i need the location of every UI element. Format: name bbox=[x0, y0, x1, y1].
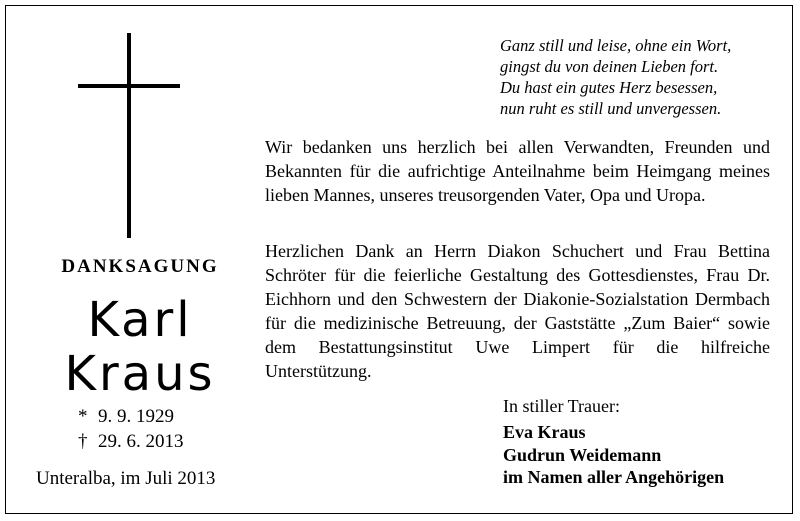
poem-line: Ganz still und leise, ohne ein Wort, bbox=[500, 36, 732, 55]
death-date: 29. 6. 2013 bbox=[98, 431, 184, 452]
birth-symbol: * bbox=[78, 406, 88, 427]
cross-vertical-bar bbox=[127, 33, 131, 238]
poem-line: gingst du von deinen Lieben fort. bbox=[500, 57, 719, 76]
mourning-intro: In stiller Trauer: bbox=[503, 396, 620, 416]
cross-horizontal-bar bbox=[78, 84, 180, 88]
thanks-paragraph-services: Herzlichen Dank an Herrn Diakon Schuchert und Frau Bettina Schröter für die feierliche Gestaltung des Gottesdienstes, Frau Dr. Eichhorn und den Schwestern der Diakonie-Sozialstation Dermbach für die medizinische Betreuung, der Gaststätte „Zum Baier“ sowie dem Bestattungsinstitut Uwe Limpert für die hilfreiche Unterstützung. bbox=[265, 241, 770, 381]
notice-heading: DANKSAGUNG bbox=[61, 256, 219, 277]
place-and-date: Unteralba, im Juli 2013 bbox=[36, 468, 216, 489]
deceased-first-name: Karl bbox=[87, 292, 193, 348]
mourner-name: im Namen aller Angehörigen bbox=[503, 467, 725, 487]
poem bbox=[500, 35, 731, 119]
death-symbol: † bbox=[78, 431, 88, 452]
life-dates bbox=[78, 404, 184, 454]
birth-row bbox=[78, 404, 184, 429]
cross-icon bbox=[78, 33, 180, 238]
poem-line: Du hast ein gutes Herz besessen, bbox=[500, 78, 718, 97]
mourner-name: Eva Kraus bbox=[503, 422, 586, 442]
deceased-last-name: Kraus bbox=[64, 346, 216, 402]
death-row bbox=[78, 429, 184, 454]
mourner-name: Gudrun Weidemann bbox=[503, 444, 662, 465]
poem-line: nun ruht es still und unvergessen. bbox=[500, 99, 722, 118]
thanks-paragraph-relatives: Wir bedanken uns herzlich bei allen Verwandten, Freunden und Bekannten für die aufrichtige Anteilnahme beim Heimgang meines lieben Mannes, unseres treusorgenden Vater, Opa und Uropa. bbox=[265, 137, 770, 205]
mourner-names bbox=[503, 421, 724, 489]
birth-date: 9. 9. 1929 bbox=[98, 406, 174, 427]
